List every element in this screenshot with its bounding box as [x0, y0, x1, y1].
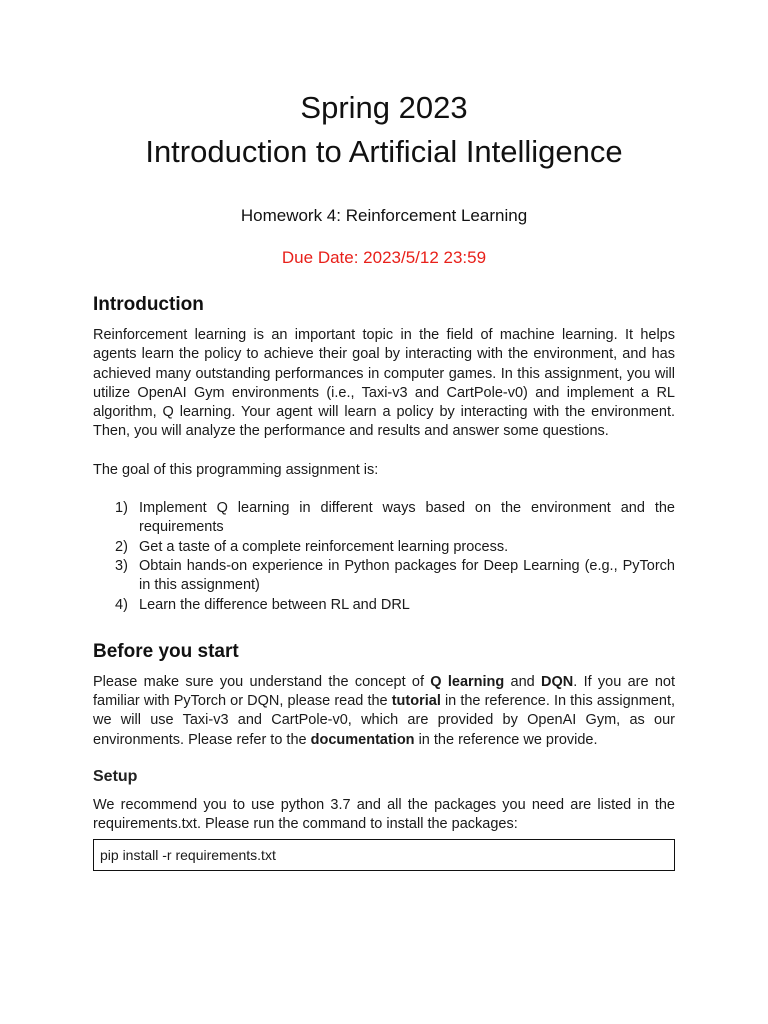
- goal-intro: The goal of this programming assignment is:: [93, 461, 379, 478]
- setup-section: [93, 750, 675, 871]
- list-item: [93, 557, 675, 596]
- introduction-section: [93, 268, 675, 615]
- list-item-number: 4): [115, 596, 128, 613]
- text-run: and: [504, 673, 542, 690]
- dqn-term: DQN: [541, 673, 574, 690]
- text-run: in the reference we provide.: [414, 731, 598, 748]
- text-run: . If you are not familiar with PyTorch or DQN, please read the: [93, 673, 675, 710]
- list-item: [93, 499, 675, 538]
- list-item-number: 3): [115, 557, 128, 574]
- q-learning-term: Q learning: [430, 673, 505, 690]
- introduction-heading: Introduction: [93, 294, 204, 315]
- list-item-text: Learn the difference between RL and DRL: [139, 596, 410, 613]
- homework-subtitle: Homework 4: Reinforcement Learning: [240, 206, 528, 225]
- list-item-number: 1): [115, 500, 128, 517]
- tutorial-term: tutorial: [391, 693, 441, 710]
- term-title: Spring 2023: [300, 90, 468, 125]
- text-run: Please make sure you understand the concept of: [93, 673, 431, 690]
- goal-list: [93, 480, 675, 615]
- before-you-start-paragraph: [93, 663, 675, 750]
- course-title: Introduction to Artificial Intelligence: [145, 134, 623, 169]
- install-command-box: pip install -r requirements.txt: [93, 839, 675, 871]
- list-item: [93, 538, 675, 557]
- setup-paragraph: We recommend you to use python 3.7 and all the packages you need are listed in the requirements.txt. Please run the command to install the packages:: [93, 797, 675, 833]
- title-block: [93, 0, 675, 174]
- documentation-term: documentation: [310, 731, 415, 748]
- before-you-start-section: [93, 615, 675, 750]
- list-item-text: Implement Q learning in different ways based on the environment and the requirements: [139, 500, 675, 536]
- list-item-number: 2): [115, 538, 128, 555]
- list-item-text: Obtain hands-on experience in Python packages for Deep Learning (e.g., PyTorch in this assignment): [139, 557, 675, 594]
- due-date: Due Date: 2023/5/12 23:59: [281, 248, 487, 267]
- text-run: in the reference. In this assignment, we will use Taxi-v3 and CartPole-v0, which are provided by OpenAI Gym, as our environments. Please refer to the: [93, 693, 675, 748]
- setup-heading: Setup: [93, 768, 138, 786]
- introduction-paragraph: Reinforcement learning is an important topic in the field of machine learning. It helps agents learn the policy to achieve their goal by interacting with the environment, and has achieved many outstanding performances in computer games. In this assignment, you will utilize OpenAI Gym environments (i.e., Taxi-v3 and CartPole-v0) and implement a RL algorithm, Q learning. Your agent will learn a policy by interacting with the environment. Then, you will analyze the performance and results and answer some questions.: [93, 327, 675, 440]
- list-item: [93, 596, 675, 615]
- list-item-text: Get a taste of a complete reinforcement learning process.: [139, 538, 509, 555]
- before-you-start-heading: Before you start: [93, 640, 239, 662]
